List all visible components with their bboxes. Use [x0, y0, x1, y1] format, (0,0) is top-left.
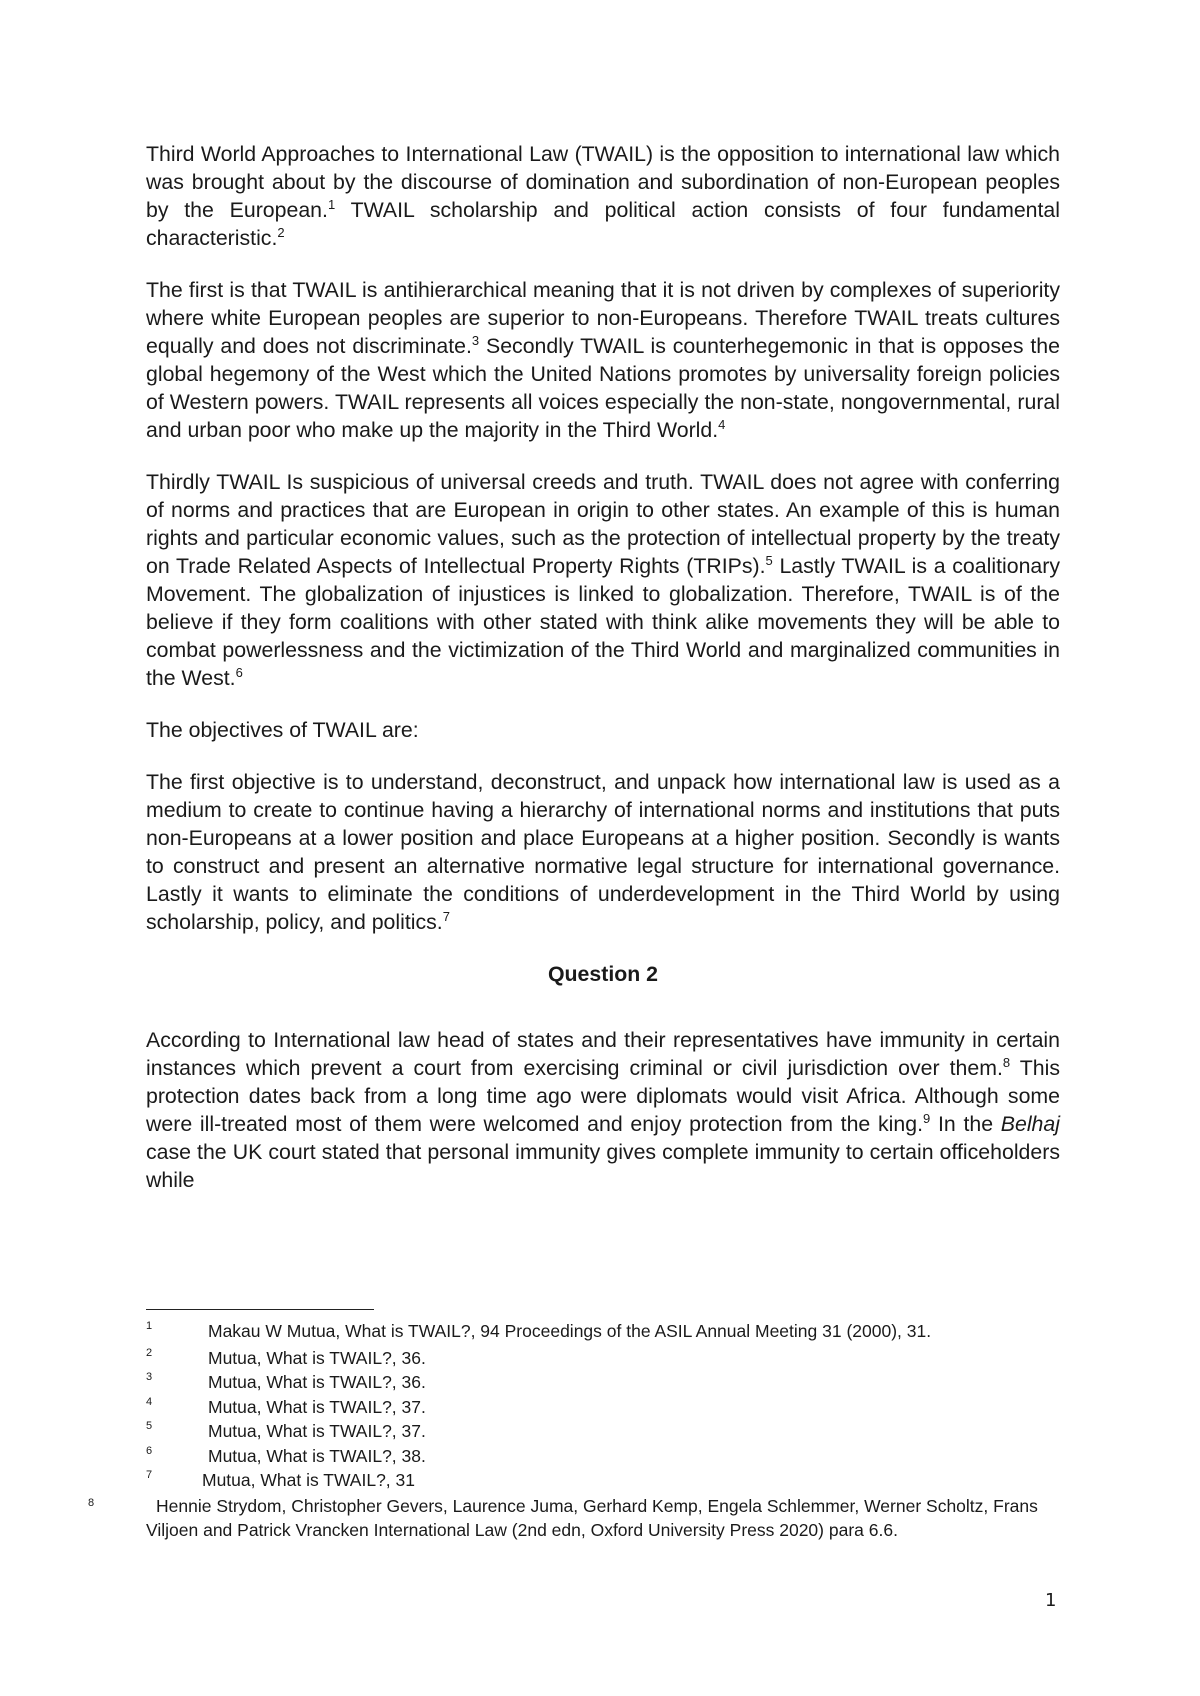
footnote-text: Makau W Mutua, What is TWAIL?, 94 Proceedings of the ASIL Annual Meeting 31 (2000), 31. [208, 1321, 932, 1341]
footnote-8 [88, 1494, 1060, 1542]
footnote-ref-2[interactable]: 2 [277, 224, 285, 240]
text-run: Secondly TWAIL is counterhegemonic in that is opposes the global hegemony of the West which the United Nations promotes by universality foreign policies of Western powers. TWAIL represents all voices especially the non-state, nongovernmental, rural and urban poor who make up the majority in the Third World. [146, 334, 1060, 442]
footnote-text: Mutua, What is TWAIL?, 38. [208, 1446, 426, 1466]
footnote-text: Mutua, What is TWAIL?, 36. [208, 1372, 426, 1392]
text-run: Thirdly TWAIL Is suspicious of universal creeds and truth. TWAIL does not agree with conferring of norms and practices that are European in origin to other states. An example of this is human rights and particular economic values, such as the protection of intellectual property by the treaty on Trade Related Aspects of Intellectual Property Rights (TRIPs). [146, 470, 1060, 578]
text-run: This protection dates back from a long time ago were diplomats would visit Africa. Although some were ill-treated most of them were welcomed and enjoy protection from the king. [146, 1056, 1060, 1136]
text-run: Third World Approaches to International Law (TWAIL) is the opposition to international law which was brought about by the discourse of domination and subordination of non-European peoples by the European. [146, 142, 1060, 222]
text-run: Lastly TWAIL is a coalitionary Movement. The globalization of injustices is linked to globalization. Therefore, TWAIL is of the believe if they form coalitions with other stated with think alike movements they will be able to combat powerlessness and the victimization of the Third World and marginalized communities in the West. [146, 554, 1060, 690]
footnote-number: 5 [146, 1420, 153, 1432]
text-run: case the UK court stated that personal immunity gives complete immunity to certain officeholders while [146, 1140, 1060, 1192]
text-run: The first is that TWAIL is antihierarchical meaning that it is not driven by complexes of superiority where white European peoples are superior to non-Europeans. Therefore TWAIL treats cultures equally and does not discriminate. [146, 278, 1060, 358]
footnote-number: 2 [146, 1347, 153, 1359]
footnote-ref-3[interactable]: 3 [471, 332, 480, 348]
footnote-number: 6 [146, 1445, 153, 1457]
paragraph-characteristics-1 [146, 276, 1060, 444]
footnote-text: Mutua, What is TWAIL?, 37. [208, 1421, 426, 1441]
footnote-ref-4[interactable]: 4 [718, 416, 726, 432]
footnote-ref-1[interactable]: 1 [327, 196, 336, 212]
paragraph-question-2 [146, 1026, 1060, 1194]
footnote-ref-9[interactable]: 9 [922, 1110, 931, 1126]
text-run: TWAIL scholarship and political action consists of four fundamental characteristic. [146, 198, 1060, 250]
paragraph-objectives-intro: The objectives of TWAIL are: [146, 718, 419, 742]
page-number: 1 [1045, 1590, 1057, 1611]
footnote-number: 4 [146, 1396, 153, 1408]
footnote-number: 3 [146, 1371, 153, 1383]
paragraph-characteristics-2 [146, 468, 1060, 692]
section-heading: Question 2 [547, 962, 659, 986]
footnote-text: Mutua, What is TWAIL?, 37. [208, 1397, 426, 1417]
footnote-number: 8 [88, 1497, 95, 1509]
footnote-ref-7[interactable]: 7 [442, 908, 450, 924]
text-run: In the [930, 1112, 1001, 1136]
paragraph-intro [146, 140, 1060, 252]
footnote-text: Mutua, What is TWAIL?, 36. [208, 1348, 426, 1368]
document-body [146, 140, 1060, 1194]
footnote-number: 7 [146, 1469, 153, 1481]
footnote-separator [146, 1309, 374, 1310]
paragraph-objectives [146, 768, 1060, 936]
footnote-ref-6[interactable]: 6 [235, 664, 243, 680]
text-run: The first objective is to understand, deconstruct, and unpack how international law is used as a medium to create to continue having a hierarchy of international norms and institutions that puts non-Europeans at a lower position and place Europeans at a higher position. Secondly is wants to construct and present an alternative normative legal structure for international governance. Lastly it wants to eliminate the conditions of underdevelopment in the Third World by using scholarship, policy, and politics. [146, 770, 1060, 934]
footnote-text: Hennie Strydom, Christopher Gevers, Laurence Juma, Gerhard Kemp, Engela Schlemmer, Werner Scholtz, Frans Viljoen and Patrick Vrancken International Law (2nd edn, Oxford University Press 2020) para 6.6. [146, 1496, 1038, 1540]
text-run: According to International law head of states and their representatives have immunity in certain instances which prevent a court from exercising criminal or civil jurisdiction over them. [146, 1028, 1060, 1080]
footnote-ref-8[interactable]: 8 [1002, 1054, 1011, 1070]
footnote-number: 1 [146, 1320, 153, 1332]
footnote-text: Mutua, What is TWAIL?, 31 [202, 1470, 415, 1490]
footnote-ref-5[interactable]: 5 [765, 552, 773, 568]
case-name: Belhaj [1000, 1112, 1060, 1136]
